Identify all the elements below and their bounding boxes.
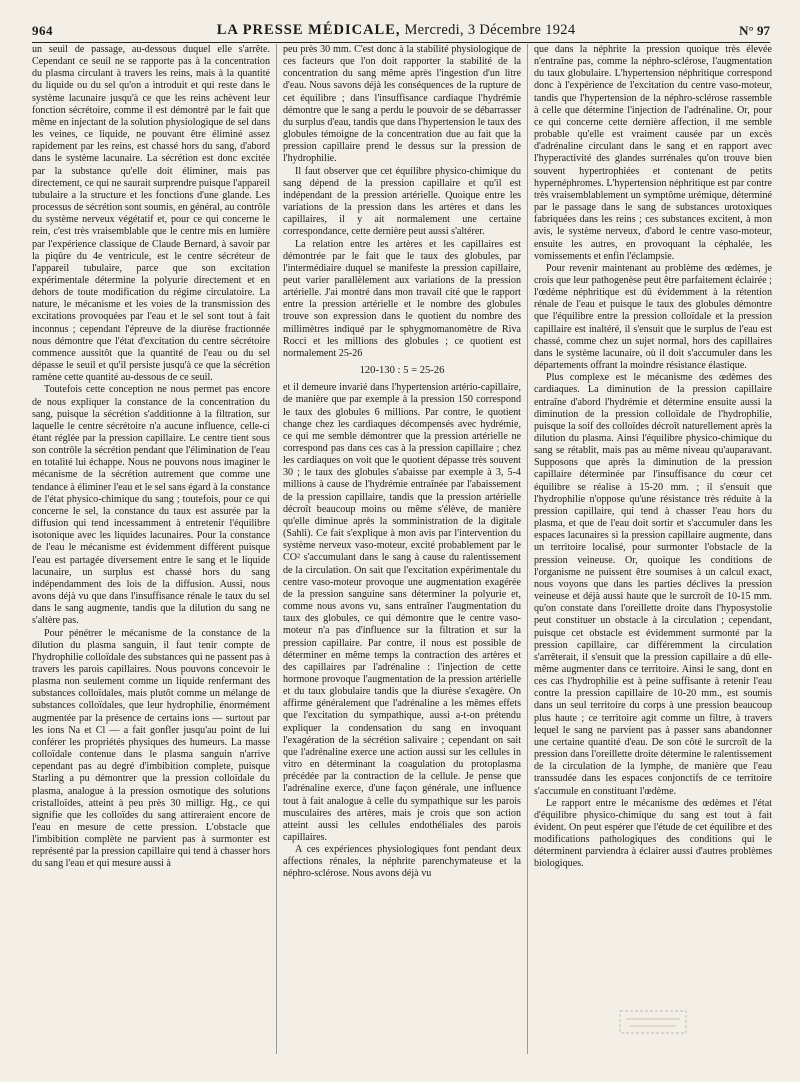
library-stamp-image	[618, 1008, 688, 1036]
paragraph: La relation entre les artères et les capillaires est démontrée par le fait que le taux des globules, par l'intermédiaire duquel se manifeste la pression capillaire, peut varier parallèlement aux variations de la pression artérielle. J'ai montré dans mon travail cité que le rapport entre la pression artérielle et le nombre des globules trouve son expression dans le quotient du nombre des millimètres indiqué par le sphygmomanomètre de Riva Rocci et les millions des globules ; ce quotient est normalement 25-26	[283, 238, 521, 359]
text-column-3	[534, 44, 772, 1054]
masthead	[32, 13, 770, 43]
paragraph: Il faut observer que cet équilibre physico-chimique du sang dépend de la pression capillaire et qu'il est indépendant de la pression artérielle. Quoique entre les variations de la pression dans les artères et dans les capillaires, il y ait normalement une certaine correspondance, cette dernière peut aussi s'altérer.	[283, 165, 521, 238]
text-column-2	[283, 44, 521, 1054]
paragraph: Pour pénétrer le mécanisme de la constance de la dilution du plasma sanguin, il faut tenir compte de l'hydrophilie colloïdale des substances qui ne passent pas à travers les parois capillaires. Nous pouvons concevoir le plasma non seulement comme un liquide renfermant des substances colloïdales, mais plutôt comme un mélange de substances colloïdales, que leur hydrophilie, énormément augmentée par la présence de certains ions — surtout par les ions Na et Cl — a fait gonfler jusqu'au point de lui conférer les propriétés physiques des humeurs. La masse colloïdale contenue dans le plasma sanguin n'arrive cependant pas au degré d'imbibition complete, puisque Starling a pu démontrer que la pression colloïdale du plasma, analogue à la pression osmotique des solutions cristalloïdes, atteint à peu près 30 milligr. Hg., ce qui signifie que les colloïdes du sang attireraient encore de l'eau en mesure de cette pression. L'obstacle que l'imbibition complète ne parvient pas à surmonter est représenté par la pression capillaire qui tend à chasser hors du sang l'eau et qui mesure aussi à	[32, 627, 270, 870]
paragraph: A ces expériences physiologiques font pendant deux affections rénales, la néphrite parenchymateuse et la néphro-sclérose. Nous avons déjà vu	[283, 844, 521, 880]
paragraph: Plus complexe est le mécanisme des œdèmes des cardiaques. La diminution de la pression capillaire entraîne d'abord l'hydrémie et détermine ensuite aussi la diminution de la pression colloïdale de l'hydrophilie, puisque la soif des colloïdes décroît naturellement après la dilution du plasma. Ainsi l'équilibre physico-chimique du sang se rétablit, mais pas au même niveau qu'auparavant. Supposons que après la diminution de la pression capillaire déterminée par l'insuffisance du cœur cet équilibre se réalise à 15-20 mm. ; il s'ensuit que l'hydrophilie n'oppose qu'une résistance très réduite à la pression capillaire, qui tend à chasser l'eau hors du plasma, et que de l'eau doit sortir et s'accumuler dans les espaces lacunaires si la pression capillaire augmente, dans un territoire localisé, pour surmonter l'obstacle de la pression veineuse. Or, quoique les conditions de l'organisme ne puissent être soumises à un calcul exact, nous voyons que dans les parties déclives la pression veineuse et déjà aussi haute que le surcroît de 10-15 mm. qu'on constate dans l'oreillette droite dans l'hyposystolie peut constituer un obstacle à la circulation ; cependant, puisque cet obstacle est évidemment surmonté par la pression capillaire, car différemment la circulation s'arrêterait, il s'ensuit que la pression capillaire a dû elle-même augmenter dans ce territoire. Ainsi le sang, dont en ces cas l'hydrophilie est à peine suffisante à retenir l'eau contre la pression capillaire de 10-20 mm., est soumis dans un seul territoire du corps à une pression beaucoup plus haute ; ce territoire agit comme un filtre, à travers lequel le sang ne parvient pas à passer sans abandonner une certaine quantité d'eau. De son côté le surcroît de la pression dans l'oreillette droite détermine le ralentissement de la circulation de la lymphe, de manière que l'eau transsudée dans les espaces conjonctifs de ce territoire s'accumule en constituant l'œdème.	[534, 372, 772, 797]
paragraph: Pour revenir maintenant au problème des œdèmes, je crois que leur pathogenèse peut être parfaitement éclairée ; l'œdème néphritique est dû évidemment à la rétention rénale de l'eau et puisque le taux des globules démontre que l'équilibre entre la pression colloïdale et la pression capillaire est inaltéré, il s'ensuit que le surplus de l'eau est chassé, comme chez un sujet normal, hors des capillaires dans le système lacunaire, où il doit s'accumuler dans les départements offrant la moindre résistance élastique.	[534, 262, 772, 372]
page-number: 964	[32, 23, 53, 38]
column-rule	[527, 44, 528, 1054]
text-column-1	[32, 44, 270, 1054]
paragraph: peu près 30 mm. C'est donc à la stabilité physiologique de ces facteurs que l'on doit rapporter la stabilité de la concentration du sang même après l'ingestion d'un litre d'eau. Nous savons déjà les conséquences de la rupture de cet équilibre ; dans l'insuffisance cardiaque l'hydrémie démontre que le sang a perdu le pouvoir de se débarrasser du surplus d'eau, tandis que dans l'hypertension le taux des globules témoigne de la concentration due au fait que la pression capillaire prend le dessus sur la pression de l'hydrophilie.	[283, 44, 521, 165]
column-rule	[276, 44, 277, 1054]
issue-number: N° 97	[739, 23, 770, 38]
issue-date: Mercredi, 3 Décembre 1924	[404, 22, 576, 38]
paragraph: Le rapport entre le mécanisme des œdèmes et l'état d'équilibre physico-chimique du sang est tout à fait évident. On peut espérer que l'étude de cet équilibre et des modifications pathologiques des conditions qui le déterminent parviendra à éclairer aussi d'autres problèmes biologiques.	[534, 797, 772, 870]
article-columns	[32, 44, 772, 1054]
paragraph: et il demeure invarié dans l'hypertension artério-capillaire, de manière que par exemple à la pression 150 correspond le taux des globules 6 millions. Par contre, le quotient change chez les cardiaques décompensés avec hydrémie, ce qui me semble démontrer que la pression artérielle ne correspond pas dans ces cas à la pression capillaire ; chez les cardiaques on voit que le quotient dépasse très souvent 30 ; le taux des globules s'abaisse par exemple à 3, 5-4 millions à cause de l'hydrémie entraînée par l'abaissement de la pression capillaire, tandis que la pression artérielle décroît beaucoup moins ou même s'élève, de manière qu'elle diminue après la somministration de la digitale (Sahli). Ce fait s'explique à mon avis par l'intervention du système nerveux vaso-moteur, excité probablement par le CO² s'accumulant dans le sang à cause du ralentissement de la circulation. On sait que l'excitation expérimentale du centre vaso-moteur provoque une augmentation exagérée de la pression sanguine sans déterminer la polyurie et, comme nous avons vu, sans entraîner l'augmentation du taux des globules, ce qui démontre que le centre vaso-moteur n'a pas d'influence sur la filtration et sur la pression capillaire. Par contre, il nous est possible de déterminer en même temps la contraction des artères et des capillaires par l'adrénaline : l'injection de cette hormone provoque l'augmentation de la pression artérielle et du taux globulaire tandis que la diurèse s'exagère. On affirme généralement que l'adrénaline a les mêmes effets que l'excitation du sympathique, aussi a-t-on prétendu expliquer la condensation du sang en invoquant l'exagération de la sécrétion salivaire ; cependant on sait que l'adrénaline exerce une action aussi sur les cellules in vitro en déterminant la coagulation du protoplasma précédée par la contraction de la cellule. Je pense que l'adrénaline exerce, d'une façon générale, une influence tout à fait analogue à celle du sympathique sur les parois musculaires des artères, mais je crois que son action atteint aussi les cellules endothéliales des parois capillaires.	[283, 382, 521, 843]
paragraph: que dans la néphrite la pression quoique très élevée n'entraîne pas, comme la néphro-sclérose, l'augmentation du taux globulaire. L'hypertension néphritique correspond donc à l'expérience de l'excitation du centre vaso-moteur, tandis que l'hypertension de la néphro-sclérose rassemble à celle que détermine l'injection de l'adrénaline. Or, pour ce qui concerne cette dernière affection, il me semble probable qu'elle est vraiment causée par un excès d'adrénaline circulant dans le sang et en rapport avec l'hyperactivité des glandes surrénales qu'on trouve bien souvent hypertrophiées et contenant de petits hypernéphromes. L'hypertension néphritique est par contre très vraisemblablement un symptôme urémique, déterminé par le passage dans le sang de substances urotoxiques fabriquées dans les reins ; ces substances excitent, à mon avis, le système nerveux, d'abord le centre vaso-moteur, ensuite les autres, en provoquant la céphalée, les vomissements et enfin l'éclampsie.	[534, 44, 772, 262]
formula: 120-130 : 5 = 25-26	[359, 365, 445, 377]
paragraph: Toutefois cette conception ne nous permet pas encore de nous expliquer la constance de la concentration du sang, puisque la sécrétion s'additionne à la filtration, sur laquelle le centre sécrétoire n'a aucune influence, celle-ci étant réglée par la pression capillaire. Le centre tient sous son contrôle la sécrétion pendant que l'élimination de l'eau en totalité lui échappe. Nous ne pouvons nous imaginer le mécanisme de la sécrétion autrement que comme une tendance à éliminer l'eau et le sel sans égard à la constance de l'état physico-chimique du sang ; toutefois, pour ce qui concerne le sel, la constance du taux est assurée par la diffusion qui tend incessamment à entretenir l'équilibre isotonique avec les liquides lacunaires. Pour la constance de l'eau le mécanisme est évidemment différent puisque l'eau est partagée diversement entre le sang et le liquide lacunaire, un surplus est chassé hors du sang indépendamment des lois de la diffusion. Aussi, nous avons déjà vu que dans l'insuffisance rénale le taux du sel dans le sang augmente, tandis que la dilution du sang ne s'altère pas.	[32, 384, 270, 627]
journal-name: LA PRESSE MÉDICALE,	[216, 22, 401, 38]
paragraph: un seuil de passage, au-dessous duquel elle s'arrête. Cependant ce seuil ne se rapporte pas à la concentration du plasma circulant à travers les reins, mais à la quantité du liquide ou du sel qu'on a introduit et qui reste dans le système lacunaire jusqu'à ce que les reins achèvent leur fonction sécrétoire, comme il est démontré par le fait que même en injectant de la solution physiologique de sel dans les veines, ce liquide, ne pouvant être éliminé assez rapidement par les reins, est chassé hors du sang, d'abord dans le système lacunaire. La sécrétion est donc excitée par la substance qu'elle doit éliminer, mais pas directement, ce qui ne saurait surprendre puisque l'appareil tubulaire a la structure et les fonctions d'une glande. Les processus de sécrétion sont soumis, en général, au contrôle du système nerveux végétatif et, pour ce qui concerne le rein, c'est très vraisemblable que le centre mis en lumière par l'expérience classique de Claude Bernard, à savoir par la piqûre du 4e ventricule, est le centre sécréteur de l'appareil tubulaire, parce que son excitation expérimentale détermine la polyurie directement et en dehors de toute modification du régime circulatoire. La nature, le mécanisme et les voies de la transmission des excitations provoquées par l'eau et le sel sont tout à fait inconnus ; cependant l'épreuve de la diurèse fractionnée nous démontre que l'état d'excitation du centre sécrétoire commence aussitôt que la quantité de l'eau ou du sel dépasse le seuil et qu'il persiste jusqu'à ce que la sécrétion ramène cette quantité au-dessous de ce seuil.	[32, 44, 270, 384]
journal-title-line	[53, 22, 739, 39]
